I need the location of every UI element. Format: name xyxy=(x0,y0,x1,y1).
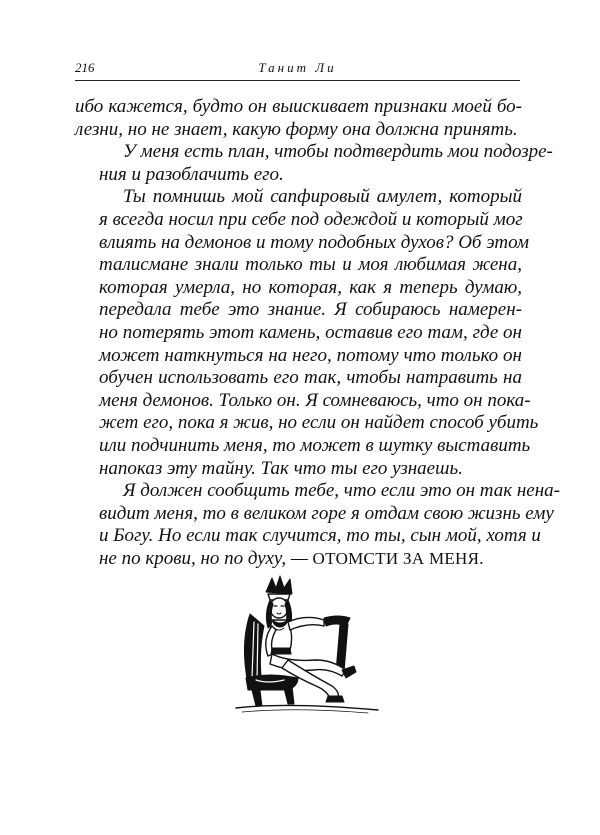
text-line: обучен использовать его так, чтобы натравить на xyxy=(99,367,522,389)
text-line: но потерять этот камень, оставив его там, где он xyxy=(99,321,522,343)
text-line: жет его, пока я жив, но если он найдет способ убить xyxy=(99,412,539,434)
final-line-text: не по крови, но по духу, — xyxy=(99,547,313,569)
final-line-emphasis: ОТОМСТИ ЗА МЕНЯ. xyxy=(312,548,484,568)
page-header xyxy=(75,58,520,81)
text-line: напоказ эту тайну. Так что ты его узнаешь. xyxy=(99,457,463,479)
text-line: видит меня, то в великом горе я отдам свою жизнь ему xyxy=(99,502,554,524)
paragraph-1 xyxy=(75,96,522,141)
body-text xyxy=(75,96,560,570)
text-line: ибо кажется, будто он выискивает признаки моей бо- xyxy=(75,96,522,117)
text-line: которая умерла, но которая, как я теперь думаю, xyxy=(99,276,522,298)
text-line: Я должен сообщить тебе, что если это он так нена- xyxy=(123,480,560,502)
text-line: может наткнуться на него, потому что только он xyxy=(99,344,522,366)
text-line: У меня есть план, чтобы подтвердить мои подозре- xyxy=(123,141,553,163)
text-line: лезни, но не знает, какую форму она должна принять. xyxy=(75,118,518,140)
text-line: я всегда носил при себе под одеждой и который мог xyxy=(99,208,523,230)
page-number: 216 xyxy=(75,60,95,75)
running-head: Танит Ли xyxy=(258,60,337,75)
text-line: и Богу. Но если так случится, то ты, сын мой, хотя и xyxy=(99,525,541,547)
text-line: меня демонов. Только он. Я сомневаюсь, что он пока- xyxy=(99,389,531,411)
text-line: влиять на демонов и тому подобных духов? Об этом xyxy=(99,231,529,253)
text-line: талисмане знали только ты и моя любимая жена, xyxy=(99,254,522,276)
text-line: ния и разоблачить его. xyxy=(99,163,284,185)
seated-woman-engraving-icon xyxy=(228,574,383,714)
text-line: или подчинить меня, то может в шутку выставить xyxy=(99,434,531,456)
text-line: Ты помнишь мой сапфировый амулет, который xyxy=(123,186,522,208)
text-line-final xyxy=(75,548,522,571)
text-line: передала тебе это знание. Я собираюсь намерен- xyxy=(99,299,522,321)
paragraph-3 xyxy=(75,186,539,480)
paragraph-4 xyxy=(75,480,560,570)
paragraph-2 xyxy=(75,141,553,186)
